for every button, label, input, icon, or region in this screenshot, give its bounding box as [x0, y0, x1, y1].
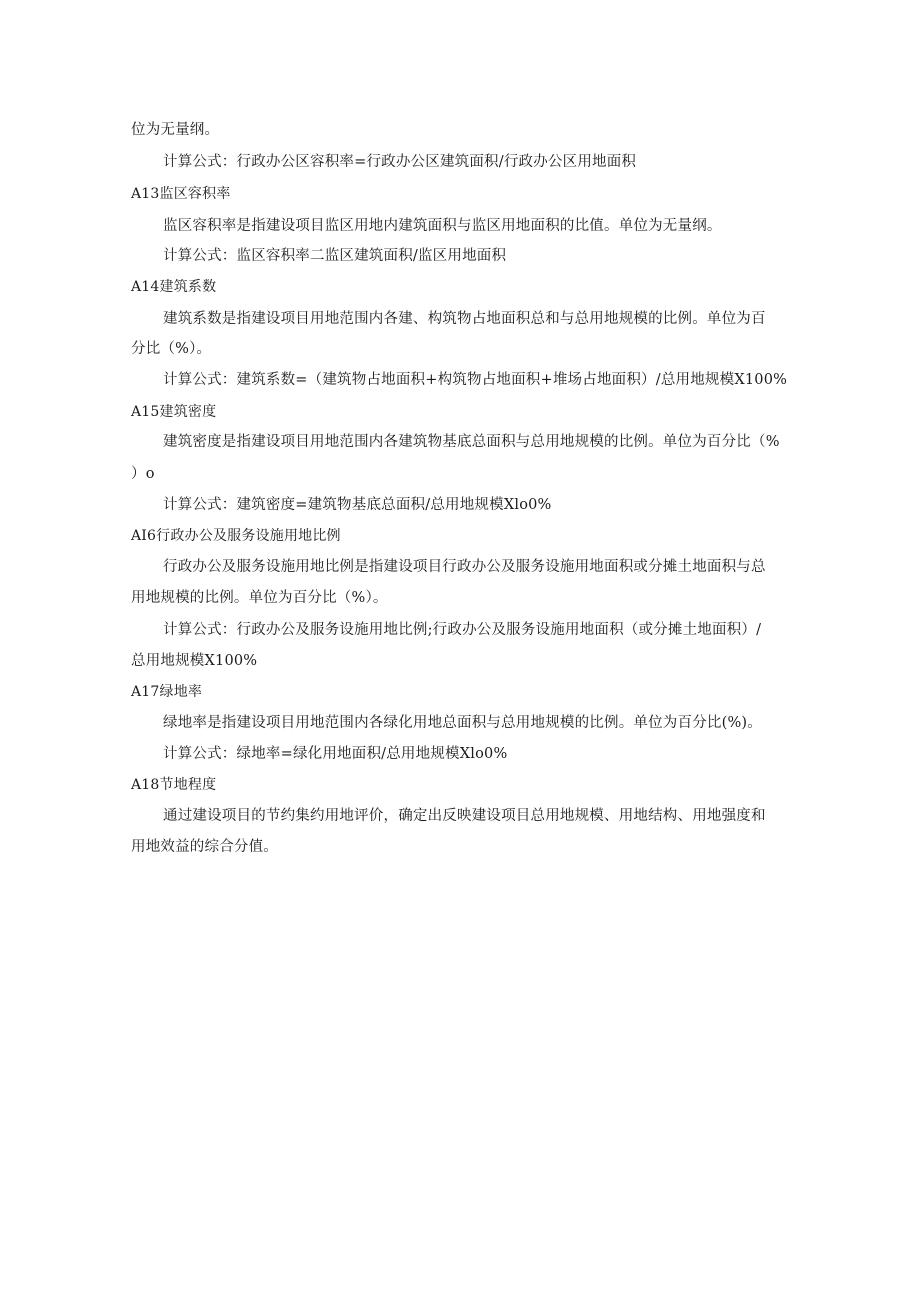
- definition-continuation-line: ）o: [131, 466, 155, 482]
- definition-line: 绿地率是指建设项目用地范围内各绿化用地总面积与总用地规模的比例。单位为百分比(%)。: [163, 715, 762, 731]
- section-heading-a13: A13监区容积率: [131, 186, 231, 202]
- definition-continuation-line: 分比（%）。: [131, 341, 212, 357]
- formula-line: 计算公式：建筑密度=建筑物基底总面积/总用地规模Xlo0%: [163, 497, 552, 513]
- formula-line: 计算公式：监区容积率二监区建筑面积/监区用地面积: [163, 248, 507, 264]
- definition-line: 监区容积率是指建设项目监区用地内建筑面积与监区用地面积的比值。单位为无量纲。: [163, 218, 722, 234]
- section-heading-a14: A14建筑系数: [131, 279, 217, 295]
- definition-continuation-line: 用地规模的比例。单位为百分比（%）。: [131, 590, 388, 606]
- paragraph-continuation-line: 位为无量纲。: [131, 122, 220, 138]
- formula-line: 计算公式：绿地率=绿化用地面积/总用地规模Xlo0%: [163, 746, 508, 762]
- formula-continuation-line: 总用地规模X100%: [131, 653, 258, 669]
- section-heading-a17: A17绿地率: [131, 684, 203, 700]
- section-heading-a16: AI6行政办公及服务设施用地比例: [131, 528, 341, 544]
- formula-line: 计算公式：行政办公及服务设施用地比例;行政办公及服务设施用地面积（或分摊土地面积）/: [163, 622, 762, 638]
- section-heading-a15: A15建筑密度: [131, 404, 217, 420]
- definition-line: 行政办公及服务设施用地比例是指建设项目行政办公及服务设施用地面积或分摊土地面积与总: [163, 559, 766, 575]
- definition-line: 通过建设项目的节约集约用地评价，确定出反映建设项目总用地规模、用地结构、用地强度和: [163, 808, 766, 824]
- definition-continuation-line: 用地效益的综合分值。: [131, 839, 278, 855]
- formula-line: 计算公式：行政办公区容积率=行政办公区建筑面积/行政办公区用地面积: [163, 154, 637, 170]
- definition-line: 建筑系数是指建设项目用地范围内各建、构筑物占地面积总和与总用地规模的比例。单位为百: [163, 311, 766, 327]
- definition-line: 建筑密度是指建设项目用地范围内各建筑物基底总面积与总用地规模的比例。单位为百分比（%: [163, 434, 780, 450]
- section-heading-a18: A18节地程度: [131, 777, 217, 793]
- formula-line: 计算公式：建筑系数=（建筑物占地面积+构筑物占地面积+堆场占地面积）/总用地规模X100%: [163, 372, 788, 388]
